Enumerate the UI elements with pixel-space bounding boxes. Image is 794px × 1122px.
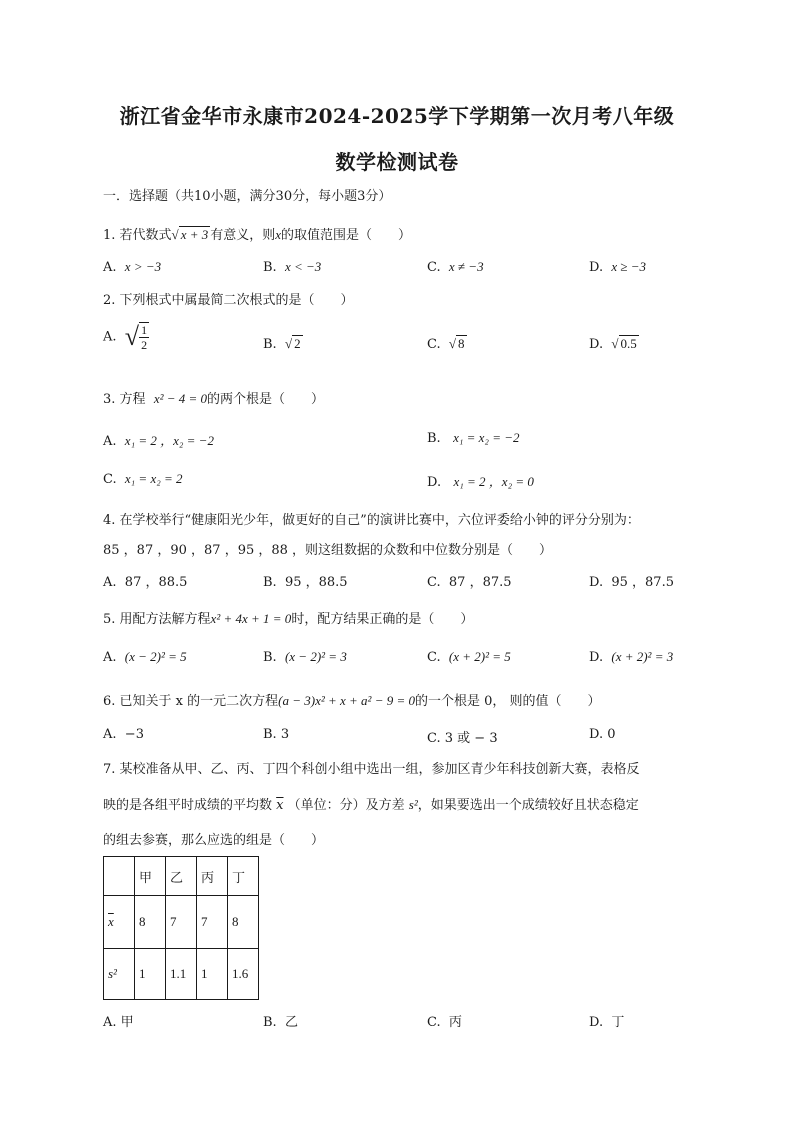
- q1-option-b[interactable]: B. x < −3: [263, 259, 322, 275]
- question-4-stem-line2: 85 ，87 ，90 ，87 ，95 ，88 ，则这组数据的众数和中位数分别是（ ）: [103, 543, 553, 558]
- question-6-stem: 6. 已知关于 x 的一元二次方程(a − 3)x² + x + a² − 9 = 0的一个根是 0， 则的值（ ）: [103, 693, 601, 709]
- q1-var: x: [275, 227, 282, 242]
- q3-option-a[interactable]: A. x₁ = 2 ，x₂ = −2: [103, 433, 214, 449]
- q4-option-a[interactable]: A. 87 ，88.5: [103, 575, 188, 590]
- q3-option-c[interactable]: C. x₁ = x₂ = 2: [103, 471, 183, 487]
- q2-option-b[interactable]: B. √ 2: [263, 336, 301, 352]
- q7-option-d[interactable]: D. 丁: [589, 1015, 625, 1030]
- page-title-line1: 浙江省金华市永康市2024-2025学下学期第一次月考八年级: [119, 104, 675, 128]
- q1-sqrt: √ x + 3: [171, 227, 209, 242]
- page-title-line2: 数学检测试卷: [335, 150, 459, 174]
- q4-option-d[interactable]: D. 95 ，87.5: [589, 575, 674, 590]
- q5-option-c[interactable]: C. (x + 2)² = 5: [427, 649, 511, 665]
- q5-option-a[interactable]: A. (x − 2)² = 5: [103, 649, 187, 665]
- q2-option-a[interactable]: A. √ $\frac{1}{2}$: [103, 322, 148, 352]
- q6-option-d[interactable]: D. 0: [589, 727, 616, 742]
- table-cell: 甲: [135, 857, 166, 896]
- q1-option-a[interactable]: A. x > −3: [103, 259, 162, 275]
- table-cell: [104, 857, 135, 896]
- q6-option-c[interactable]: C. 3 或 − 3: [427, 731, 498, 746]
- table-cell: 1: [197, 949, 228, 1000]
- table-cell: 丁: [228, 857, 259, 896]
- q3-equation: x² − 4 = 0: [153, 391, 208, 406]
- table-header-row: [104, 857, 259, 896]
- question-5-stem: 5. 用配方法解方程x² + 4x + 1 = 0时，配方结果正确的是（ ）: [103, 611, 474, 627]
- table-cell: 乙: [166, 857, 197, 896]
- q7-option-b[interactable]: B. 乙: [263, 1015, 298, 1030]
- table-cell: 丙: [197, 857, 228, 896]
- q3-option-d[interactable]: D. x₁ = 2 ，x₂ = 0: [427, 474, 534, 490]
- q7-option-c[interactable]: C. 丙: [427, 1015, 462, 1030]
- q7-variance-symbol: s²: [408, 797, 418, 812]
- q5-equation: x² + 4x + 1 = 0: [210, 611, 292, 626]
- q4-option-c[interactable]: C. 87 ，87.5: [427, 575, 512, 590]
- q1-mid: 有意义，则: [210, 228, 276, 243]
- table-cell: 8: [228, 896, 259, 949]
- question-1-stem: [103, 224, 411, 243]
- table-cell: 1.1: [166, 949, 197, 1000]
- q3-option-b[interactable]: B. x₁ = x₂ = −2: [427, 430, 520, 446]
- table-cell: 8: [135, 896, 166, 949]
- table-cell: s²: [104, 949, 135, 1000]
- table-cell: 7: [197, 896, 228, 949]
- q1-prefix: 1. 若代数式: [103, 228, 172, 243]
- table-row-mean: [104, 896, 259, 949]
- q1-option-d[interactable]: D. x ≥ −3: [589, 259, 647, 275]
- q5-option-d[interactable]: D. (x + 2)² = 3: [589, 649, 674, 665]
- q1-option-c[interactable]: C. x ≠ −3: [427, 259, 484, 275]
- table-cell: 1: [135, 949, 166, 1000]
- question-2-stem: 2. 下列根式中属最简二次根式的是（ ）: [103, 293, 354, 308]
- q5-option-b[interactable]: B. (x − 2)² = 3: [263, 649, 347, 665]
- q6-option-b[interactable]: B. 3: [263, 727, 290, 742]
- q7-option-a[interactable]: A. 甲: [103, 1015, 134, 1030]
- question-7-stem-line2: 映的是各组平时成绩的平均数 $\overline{x}$ （单位：分）及方差 s²，如果要选出一个成绩较好且状态稳定: [103, 797, 639, 813]
- q4-option-b[interactable]: B. 95 ，88.5: [263, 575, 348, 590]
- question-7-stem-line3: 的组去参赛，那么应选的组是（ ）: [103, 833, 325, 848]
- table-cell: $\overline{x}$: [104, 896, 135, 949]
- q6-option-a[interactable]: A. −3: [103, 727, 144, 742]
- question-4-stem-line1: 4. 在学校举行“健康阳光少年，做更好的自己”的演讲比赛中，六位评委给小钟的评分分别为：: [103, 513, 640, 528]
- q1-suffix: 的取值范围是（ ）: [281, 228, 412, 243]
- q2-option-d[interactable]: D. √ 0.5: [589, 336, 637, 352]
- q7-mean-symbol: $\overline{x}$: [276, 798, 284, 813]
- table-row-variance: [104, 949, 259, 1000]
- question-7-stem-line1: 7. 某校准备从甲、乙、丙、丁四个科创小组中选出一组，参加区青少年科技创新大赛，表格反: [103, 762, 640, 777]
- question-3-stem: 3. 方程 x² − 4 = 0的两个根是（ ）: [103, 391, 325, 407]
- q1-radicand: x + 3: [180, 227, 209, 242]
- table-cell: 1.6: [228, 949, 259, 1000]
- score-table: [103, 856, 259, 1000]
- table-cell: 7: [166, 896, 197, 949]
- section-heading: 一．选择题（共10小题，满分30分，每小题3分）: [103, 189, 392, 204]
- q2-option-c[interactable]: C. √ 8: [427, 336, 465, 352]
- q6-equation: (a − 3)x² + x + a² − 9 = 0: [278, 693, 415, 708]
